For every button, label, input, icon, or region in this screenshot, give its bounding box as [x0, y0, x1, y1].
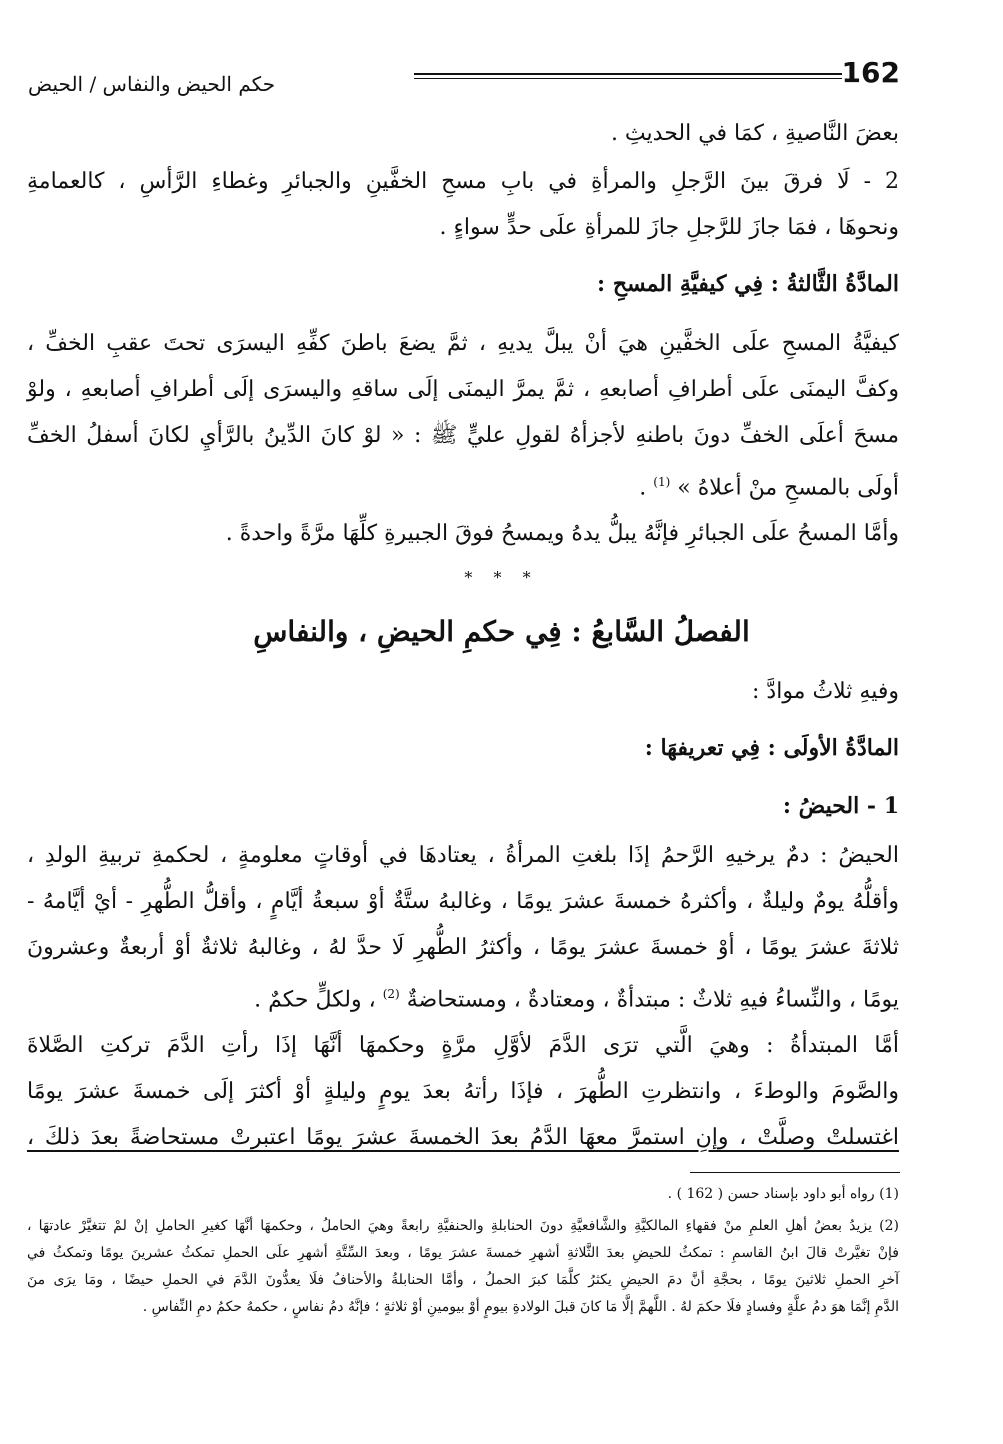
body-line: وكفَّ اليمنَى علَى أطرافِ أصابعهِ ، ثمَّ يمرَّ اليمنَى إلَى ساقهِ واليسرَى إلَى أطرافِ أصابعهِ ، ولوْ [27, 377, 899, 402]
chapter-title: الفصلُ السَّابعُ : فِي حكمِ الحيضِ ، والنفاسِ [253, 615, 750, 648]
section-ornament: * * * [464, 568, 539, 587]
body-line: ثلاثةَ عشرَ يومًا ، أوْ خمسةَ عشرَ يومًا ، وأكثرُ الطُّهرِ لَا حدَّ لهُ ، وغالبهُ ثلاثةٌ أوْ أربعةٌ وعشرونَ [27, 935, 899, 960]
body-line: الحيضُ : دمٌ يرخيهِ الرَّحمُ إذَا بلغتِ المرأةُ ، يعتادهَا في أوقاتٍ معلومةٍ ، لحكمةِ تربيةِ الولدِ ، [27, 843, 899, 868]
running-header [28, 56, 900, 100]
page-number: 162 [841, 56, 900, 89]
body-line: 2 - لَا فرقَ بينَ الرَّجلِ والمرأةِ في بابِ مسحِ الخفَّينِ والجبائرِ وغطاءِ الرَّأسِ ، كالعمامةِ [27, 169, 899, 194]
footnote-2-line: فإنْ تغيَّرتْ قالَ ابنُ القاسمِ : تمكثُ للحيضِ بعدَ الثَّلاثةِ أشهرِ خمسةَ عشرَ يومًا ، وبعدَ السِّتَّةِ أشهرِ علَى الحملِ تمكثُ عشرينَ يومًا وتمكثُ في [27, 1245, 899, 1261]
footnote-2-line: آخرِ الحملِ ثلاثينَ يومًا ، بحجَّةِ أنَّ دمَ الحيضِ يكثرُ كلَّمَا كبرَ الحملُ ، وأمَّا الحنابلةُ والأحنافُ فلَا يعدُّونَ الدَّمَ في الحملِ حيضًا ، ومَا يرَى منَ [27, 1272, 899, 1288]
body-line: وأقلُّهُ يومٌ وليلةٌ ، وأكثرهُ خمسةَ عشرَ يومًا ، وغالبهُ ستَّةٌ أوْ سبعةُ أيَّامٍ ، وأقلُّ الطُّهرِ - أيْ أيَّامهُ - [27, 889, 899, 914]
line-end: . [639, 475, 654, 501]
body-line [639, 466, 899, 504]
body-line: مسحَ أعلَى الخفِّ دونَ باطنهِ لأجزأهُ لقولِ عليٍّ ﷺ : « لوْ كانَ الدِّينُ بالرَّأيِ لكانَ أسفلُ الخفِّ [27, 423, 899, 448]
body-line: أمَّا المبتدأةُ : وهيَ الَّتي ترَى الدَّمَ لأوَّلِ مرَّةٍ وحكمهَا أنَّهَا إذَا رأتِ الدَّمَ تركتِ الصَّلاةَ [27, 1033, 899, 1058]
body-line: اغتسلتْ وصلَّتْ ، وإنِ استمرَّ معهَا الدَّمُ بعدَ الخمسةَ عشرَ يومًا اعتبرتْ مستحاضةً بعدَ ذلكَ ، [27, 1125, 899, 1150]
article-1-heading: المادَّةُ الأولَى : فِي تعريفهَا : [644, 735, 899, 761]
footnote-ref-1: (1) [653, 475, 671, 489]
body-line: بعضَ النَّاصيةِ ، كمَا في الحديثِ . [610, 121, 899, 146]
body-line: كيفيَّةُ المسحِ علَى الخفَّينِ هيَ أنْ يبلَّ يديهِ ، ثمَّ يضعَ باطنَ كفِّهِ اليسرَى تحتَ عقبِ الخفِّ ، [27, 331, 899, 356]
body-line [254, 978, 899, 1016]
footnote-rule [690, 1172, 900, 1173]
footnote-ref-2: (2) [382, 987, 400, 1001]
women-types-text: يومًا ، والنِّساءُ فيهِ ثلاثٌ : مبتدأةٌ ، ومعتادةٌ ، ومستحاضةٌ [399, 987, 899, 1013]
footnote-1: (1) رواه أبو داود بإسناد حسن ( 162 ) . [667, 1186, 899, 1202]
header-rule [414, 73, 842, 79]
quote-end-text: أولَى بالمسحِ منْ أعلاهُ » [670, 475, 899, 501]
body-line: وأمَّا المسحُ علَى الجبائرِ فإنَّهُ يبلُّ يدهُ ويمسحُ فوقَ الجبيرةِ كلِّهَا مرَّةً واحدةً . [225, 521, 899, 546]
body-line: وفيهِ ثلاثُ موادَّ : [752, 679, 899, 704]
body-line: ونحوهَا ، فمَا جازَ للرَّجلِ جازَ للمرأةِ علَى حدٍّ سواءٍ . [439, 215, 899, 240]
running-title: حكم الحيض والنفاس / الحيض [28, 72, 276, 96]
article-3-heading: المادَّةُ الثَّالثةُ : فِي كيفيَّةِ المسحِ : [597, 271, 899, 297]
footnote-2-line: الدَّمِ إنَّمَا هوَ دمُ علَّةٍ وفسادٍ فلَا حكمَ لهُ . اللَّهمَّ إلَّا مَا كانَ قبلَ الولادةِ بيومٍ أوْ بيومينِ أوْ ثلاثةٍ ؛ فإنَّهُ دمُ نفاسٍ ، حكمهُ حكمُ دمِ النِّفاسِ . [142, 1299, 899, 1315]
subsection-heading: 1 - الحيضُ : [782, 793, 899, 819]
body-line: والصَّومَ والوطءَ ، وانتظرتِ الطُّهرَ ، فإذَا رأتهُ بعدَ يومٍ وليلةٍ أوْ أكثرَ إلَى خمسةَ عشرَ يومًا [27, 1079, 899, 1104]
footnote-2-line: (2) يزيدُ بعضُ أهلِ العلمِ منْ فقهاءِ المالكيَّةِ والشَّافعيَّةِ دونَ الحنابلةِ والحنفيَّةِ رابعةً وهيَ الحاملُ ، وحكمهَا أنَّهَا كغيرِ الحاملِ إنْ لمْ تتغيَّرْ عادتهَا ، [27, 1218, 899, 1234]
women-types-end: ، ولكلٍّ حكمٌ . [254, 987, 383, 1013]
